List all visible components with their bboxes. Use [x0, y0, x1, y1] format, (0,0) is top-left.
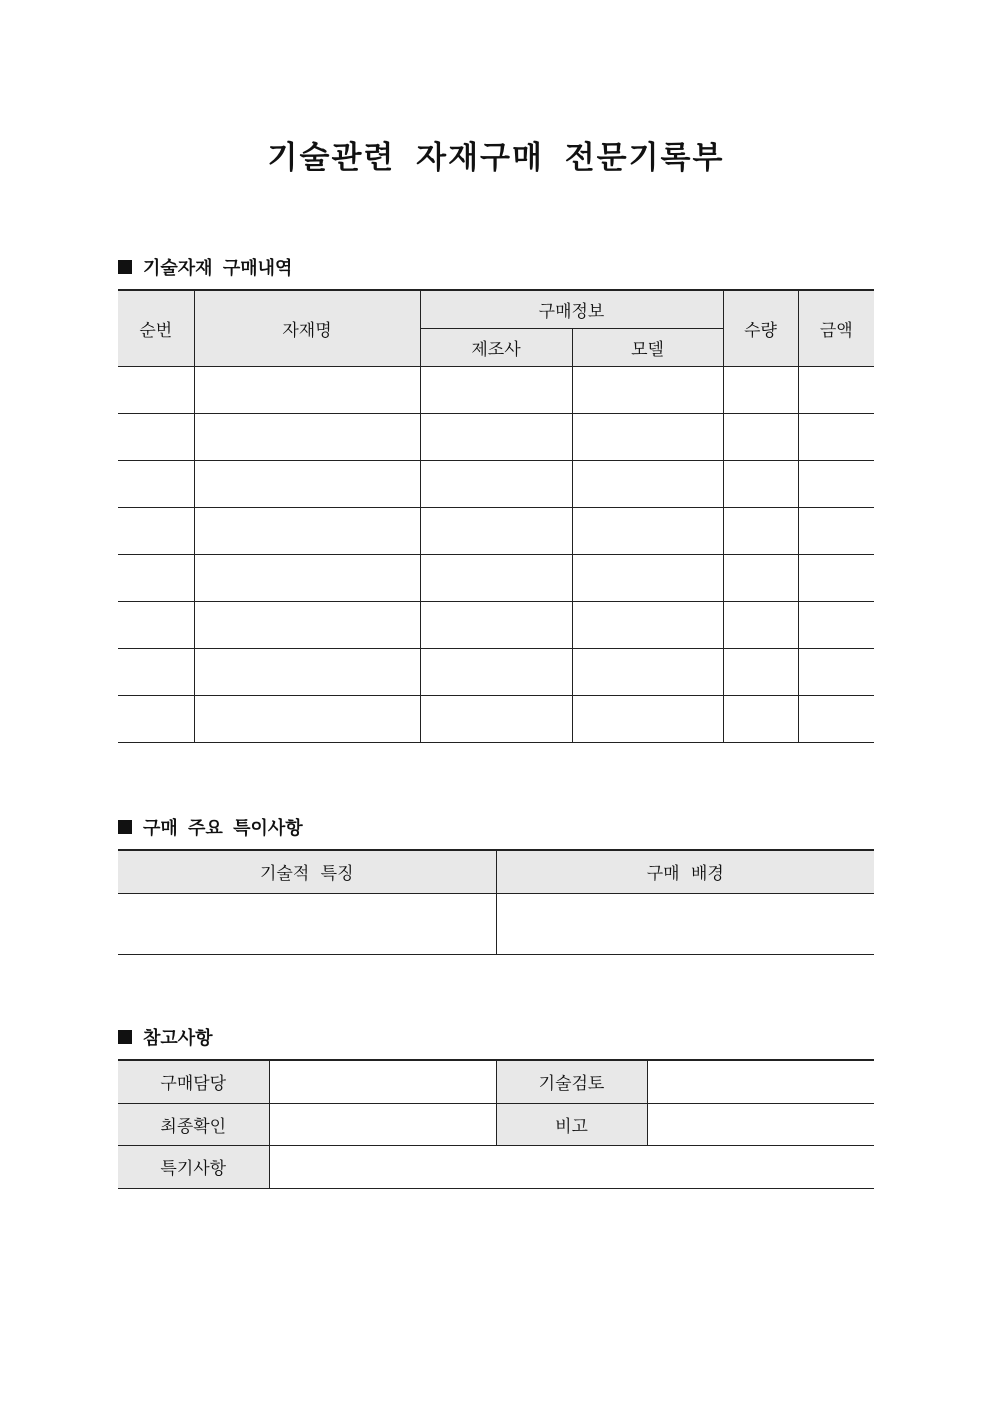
model-cell[interactable] [572, 460, 723, 507]
col-header-model: 모델 [572, 328, 723, 366]
manufacturer-cell[interactable] [420, 460, 572, 507]
section-heading-label: 기술자재 구매내역 [143, 258, 293, 279]
amount-cell[interactable] [798, 554, 874, 601]
amount-cell[interactable] [798, 648, 874, 695]
table-row [118, 601, 874, 648]
table-row [118, 554, 874, 601]
model-cell[interactable] [572, 554, 723, 601]
material-cell[interactable] [194, 554, 420, 601]
manufacturer-cell[interactable] [420, 695, 572, 742]
col-header-amount: 금액 [798, 290, 874, 366]
special-notes-field[interactable] [269, 1145, 874, 1188]
purchase-manager-label: 구매담당 [118, 1060, 269, 1103]
col-header-manufacturer: 제조사 [420, 328, 572, 366]
seq-cell[interactable] [118, 601, 194, 648]
col-header-seq: 순번 [118, 290, 194, 366]
final-confirm-label: 최종확인 [118, 1103, 269, 1145]
material-cell[interactable] [194, 460, 420, 507]
material-cell[interactable] [194, 648, 420, 695]
references-table [118, 1059, 874, 1189]
quantity-cell[interactable] [723, 413, 798, 460]
col-header-purchase-background: 구매 배경 [496, 850, 874, 893]
table-row [118, 695, 874, 742]
section-heading-label: 참고사항 [143, 1028, 213, 1049]
final-confirm-field[interactable] [269, 1103, 496, 1145]
table-row [118, 460, 874, 507]
remarks-label: 비고 [496, 1103, 647, 1145]
manufacturer-cell[interactable] [420, 507, 572, 554]
quantity-cell[interactable] [723, 507, 798, 554]
manufacturer-cell[interactable] [420, 554, 572, 601]
square-bullet-icon [118, 260, 132, 274]
material-cell[interactable] [194, 601, 420, 648]
quantity-cell[interactable] [723, 554, 798, 601]
section-heading-references [118, 1024, 213, 1050]
section-heading-label: 구매 주요 특이사항 [143, 818, 303, 839]
seq-cell[interactable] [118, 695, 194, 742]
col-header-material: 자재명 [194, 290, 420, 366]
section-heading-special-notes [118, 814, 303, 840]
material-cell[interactable] [194, 507, 420, 554]
seq-cell[interactable] [118, 554, 194, 601]
table-row [118, 366, 874, 413]
table-row [118, 507, 874, 554]
quantity-cell[interactable] [723, 648, 798, 695]
quantity-cell[interactable] [723, 601, 798, 648]
amount-cell[interactable] [798, 695, 874, 742]
amount-cell[interactable] [798, 507, 874, 554]
col-header-purchase-info: 구매정보 [420, 290, 723, 328]
material-cell[interactable] [194, 413, 420, 460]
manufacturer-cell[interactable] [420, 648, 572, 695]
quantity-cell[interactable] [723, 460, 798, 507]
seq-cell[interactable] [118, 413, 194, 460]
material-cell[interactable] [194, 695, 420, 742]
section-heading-purchase-list [118, 254, 292, 280]
col-header-quantity: 수량 [723, 290, 798, 366]
amount-cell[interactable] [798, 366, 874, 413]
document-title: 기술관련 자재구매 전문기록부 [267, 140, 725, 176]
square-bullet-icon [118, 820, 132, 834]
table-row [118, 413, 874, 460]
amount-cell[interactable] [798, 413, 874, 460]
seq-cell[interactable] [118, 648, 194, 695]
purchase-background-cell[interactable] [496, 893, 874, 954]
tech-review-label: 기술검토 [496, 1060, 647, 1103]
special-notes-table [118, 849, 874, 955]
col-header-tech-features: 기술적 특징 [118, 850, 496, 893]
amount-cell[interactable] [798, 601, 874, 648]
tech-features-cell[interactable] [118, 893, 496, 954]
purchase-manager-field[interactable] [269, 1060, 496, 1103]
material-cell[interactable] [194, 366, 420, 413]
manufacturer-cell[interactable] [420, 601, 572, 648]
amount-cell[interactable] [798, 460, 874, 507]
table-row [118, 648, 874, 695]
model-cell[interactable] [572, 507, 723, 554]
square-bullet-icon [118, 1030, 132, 1044]
quantity-cell[interactable] [723, 695, 798, 742]
remarks-field[interactable] [647, 1103, 874, 1145]
quantity-cell[interactable] [723, 366, 798, 413]
model-cell[interactable] [572, 601, 723, 648]
model-cell[interactable] [572, 648, 723, 695]
seq-cell[interactable] [118, 366, 194, 413]
seq-cell[interactable] [118, 460, 194, 507]
special-notes-label: 특기사항 [118, 1145, 269, 1188]
model-cell[interactable] [572, 413, 723, 460]
manufacturer-cell[interactable] [420, 366, 572, 413]
model-cell[interactable] [572, 695, 723, 742]
tech-review-field[interactable] [647, 1060, 874, 1103]
purchase-list-table [118, 289, 874, 743]
model-cell[interactable] [572, 366, 723, 413]
manufacturer-cell[interactable] [420, 413, 572, 460]
seq-cell[interactable] [118, 507, 194, 554]
